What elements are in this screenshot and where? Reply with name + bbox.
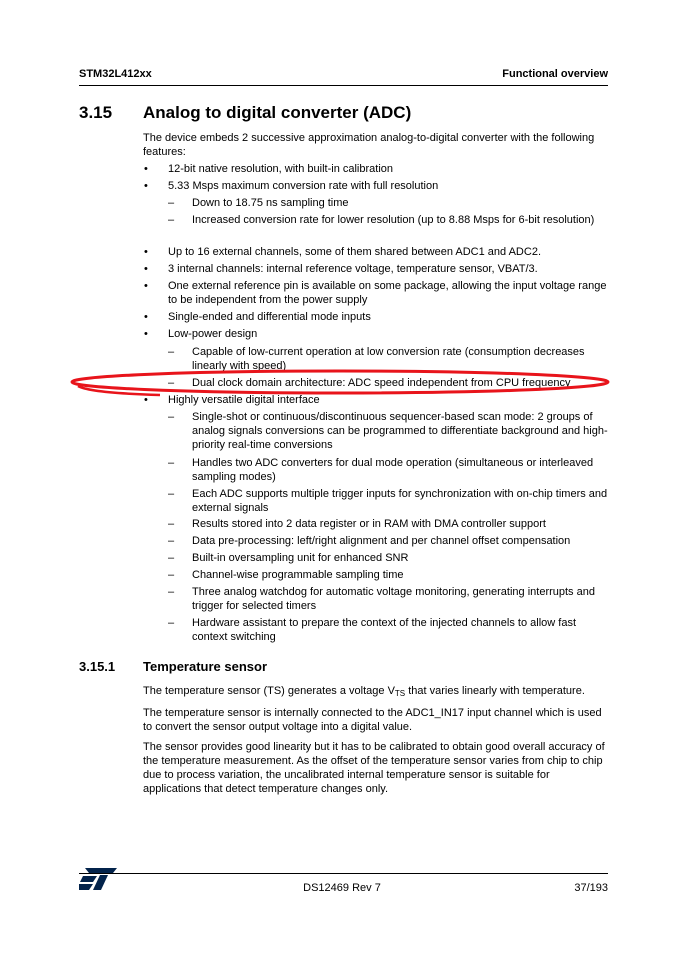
section-number: 3.15: [79, 103, 113, 122]
p1-text-after: that varies linearly with temperature.: [405, 685, 585, 697]
list-item: One external reference pin is available on some package, allowing the input voltage range to be independent from the power supply: [168, 280, 607, 306]
bullet-mark: •: [144, 180, 148, 192]
dash-mark: –: [168, 617, 175, 629]
sub-list-item: Data pre-processing: left/right alignment and per channel offset compensation: [192, 535, 571, 547]
bullet-mark: •: [144, 163, 148, 175]
sub-list-item: Channel-wise programmable sampling time: [192, 569, 404, 581]
bullet-mark: •: [144, 280, 148, 292]
sub-list-item: Hardware assistant to prepare the context of the injected channels to allow fast context switching: [192, 617, 576, 643]
paragraph-2: The temperature sensor is internally connected to the ADC1_IN17 input channel which is used to convert the sensor output voltage into a digital value.: [143, 707, 602, 733]
footer-rule: [79, 873, 608, 874]
dash-mark: –: [168, 518, 175, 530]
header-product: STM32L412xx: [79, 68, 152, 80]
p1-text-before: The temperature sensor (TS) generates a voltage V: [143, 685, 395, 697]
p1-subscript: TS: [394, 689, 406, 698]
dash-mark: –: [168, 214, 175, 226]
dash-mark: –: [168, 346, 175, 358]
bullet-mark: •: [144, 246, 148, 258]
sub-list-item: Single-shot or continuous/discontinuous sequencer-based scan mode: 2 groups of analog signals conversions can be programmed to differentiate background and high-priority real-time conversions: [192, 411, 608, 451]
header-rule: [79, 85, 608, 86]
list-item: 12-bit native resolution, with built-in calibration: [168, 163, 394, 175]
bullet-mark: •: [144, 263, 148, 275]
sub-list-item: Built-in oversampling unit for enhanced SNR: [192, 552, 409, 564]
subsection-title: Temperature sensor: [143, 659, 268, 674]
paragraph-3: The sensor provides good linearity but it has to be calibrated to obtain good overall accuracy of the temperature measurement. As the offset of the temperature sensor varies from chip to chip due to process variation, the uncalibrated internal temperature sensor is suitable for applications that detect temperature changes only.: [143, 741, 605, 795]
dash-mark: –: [168, 197, 175, 209]
footer-doc-id: DS12469 Rev 7: [303, 882, 381, 894]
paragraph-1: [143, 684, 608, 701]
sub-list-item: Results stored into 2 data register or in RAM with DMA controller support: [192, 518, 546, 530]
sub-list-item: Each ADC supports multiple trigger inputs for synchronization with on-chip timers and external signals: [192, 488, 608, 514]
bullet-mark: •: [144, 394, 148, 406]
sub-list-item-highlighted: Dual clock domain architecture: ADC speed independent from CPU frequency: [192, 377, 571, 389]
sub-list-item: Down to 18.75 ns sampling time: [192, 197, 349, 209]
dash-mark: –: [168, 586, 175, 598]
list-item: 3 internal channels: internal reference voltage, temperature sensor, VBAT/3.: [168, 263, 538, 275]
header-chapter: Functional overview: [502, 68, 608, 80]
sub-list-item: Increased conversion rate for lower resolution (up to 8.88 Msps for 6-bit resolution): [192, 214, 595, 226]
dash-mark: –: [168, 411, 175, 423]
dash-mark: –: [168, 535, 175, 547]
bullet-mark: •: [144, 328, 148, 340]
sub-list-item: Three analog watchdog for automatic voltage monitoring, generating interrupts and trigger for selected timers: [192, 586, 595, 612]
dash-mark: –: [168, 552, 175, 564]
list-item: Single-ended and differential mode inputs: [168, 311, 371, 323]
footer-page-number: 37/193: [574, 882, 608, 894]
list-item: Up to 16 external channels, some of them shared between ADC1 and ADC2.: [168, 246, 541, 258]
sub-list-item: Capable of low-current operation at low conversion rate (consumption decreases linearly with speed): [192, 346, 585, 372]
bullet-mark: •: [144, 311, 148, 323]
dash-mark: –: [168, 488, 175, 500]
sub-list-item: Handles two ADC converters for dual mode operation (simultaneous or interleaved sampling modes): [192, 457, 594, 483]
section-title: Analog to digital converter (ADC): [143, 103, 412, 122]
subsection-number: 3.15.1: [79, 659, 116, 674]
section-intro: The device embeds 2 successive approximation analog-to-digital converter with the following features:: [143, 132, 595, 158]
dash-mark: –: [168, 457, 175, 469]
list-item: 5.33 Msps maximum conversion rate with full resolution: [168, 180, 439, 192]
list-item: Highly versatile digital interface: [168, 394, 320, 406]
list-item: Low-power design: [168, 328, 258, 340]
dash-mark: –: [168, 377, 175, 389]
dash-mark: –: [168, 569, 175, 581]
